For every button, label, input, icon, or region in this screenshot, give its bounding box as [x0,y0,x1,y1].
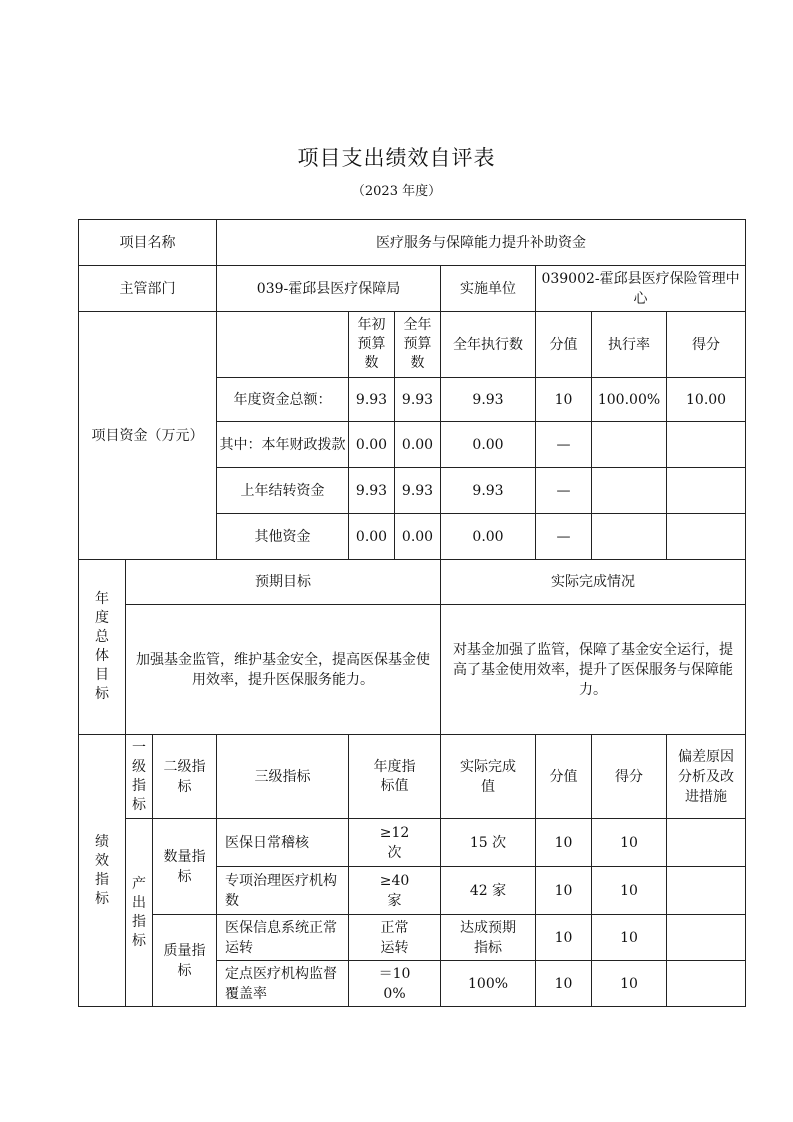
indicator-actual: 42 家 [441,867,536,915]
funds-row-score-value: 10 [536,378,592,422]
indicator-score: 10 [592,867,667,915]
indicator-name: 医保日常稽核 [217,819,349,867]
actual-completion-text: 对基金加强了监管，保障了基金安全运行，提高了基金使用效率，提升了医保服务与保障能力。 [441,605,746,735]
indicator-target: ≥40家 [349,867,441,915]
funds-row-initial: 9.93 [349,378,395,422]
funds-row-score [667,422,746,468]
col-score: 得分 [667,312,746,378]
group-quantity-indicator: 数量指标 [153,819,217,915]
funds-header-blank [217,312,349,378]
funds-row-executed: 9.93 [441,378,536,422]
expected-goal-text: 加强基金监管，维护基金安全，提高医保基金使用效率，提升医保服务能力。 [126,605,441,735]
indicator-actual: 100% [441,961,536,1007]
indicator-score: 10 [592,819,667,867]
funds-row-score [667,514,746,560]
expected-goal-label: 预期目标 [126,560,441,605]
indicator-name: 医保信息系统正常运转 [217,915,349,961]
funds-row-label: 上年结转资金 [217,468,349,514]
indicator-name: 定点医疗机构监督覆盖率 [217,961,349,1007]
funds-row-label: 年度资金总额： [217,378,349,422]
funds-row-score-value: — [536,468,592,514]
funds-row-annual: 0.00 [395,422,441,468]
funds-row-score-value: — [536,422,592,468]
funds-row-executed: 0.00 [441,422,536,468]
funds-row-rate [592,468,667,514]
indicator-score-value: 10 [536,867,592,915]
funds-row-label: 其中：本年财政拨款 [217,422,349,468]
col-annual-executed: 全年执行数 [441,312,536,378]
indicator-target: ＝100% [349,961,441,1007]
funds-row-annual: 9.93 [395,468,441,514]
page-title: 项目支出绩效自评表 [297,146,496,170]
funds-row-score [667,468,746,514]
page-subtitle: （2023 年度） [351,184,442,199]
indicator-score-value: 10 [536,961,592,1007]
col-actual-value: 实际完成值 [441,735,536,819]
dept-value: 039-霍邱县医疗保障局 [217,266,441,312]
funds-row-executed: 0.00 [441,514,536,560]
col-score-value: 分值 [536,312,592,378]
indicator-score: 10 [592,961,667,1007]
indicator-deviation [667,915,746,961]
col-level3-indicator: 三级指标 [217,735,349,819]
indicator-score-value: 10 [536,819,592,867]
project-name-value: 医疗服务与保障能力提升补助资金 [217,220,746,266]
funds-label: 项目资金（万元） [79,312,217,560]
funds-row-executed: 9.93 [441,468,536,514]
annual-goals-label: 年度总体目标 [79,560,126,735]
funds-row-rate [592,514,667,560]
indicator-deviation [667,867,746,915]
impl-label: 实施单位 [441,266,536,312]
indicator-actual: 达成预期指标 [441,915,536,961]
col-indicator-score: 得分 [592,735,667,819]
funds-row-annual: 9.93 [395,378,441,422]
performance-indicators-label: 绩效指标 [79,735,126,1007]
col-indicator-score-value: 分值 [536,735,592,819]
indicator-deviation [667,819,746,867]
col-deviation-analysis: 偏差原因分析及改进措施 [667,735,746,819]
funds-row-rate: 100.00% [592,378,667,422]
indicator-target: 正常运转 [349,915,441,961]
col-initial-budget: 年初预算数 [349,312,395,378]
impl-value: 039002-霍邱县医疗保险管理中心 [536,266,746,312]
col-annual-target: 年度指标值 [349,735,441,819]
indicator-row [79,819,746,867]
col-level2-indicator: 二级指标 [153,735,217,819]
indicator-name: 专项治理医疗机构数 [217,867,349,915]
col-execution-rate: 执行率 [592,312,667,378]
funds-row-rate [592,422,667,468]
funds-row-annual: 0.00 [395,514,441,560]
col-level1-indicator: 一级指标 [126,735,153,819]
indicator-row [79,915,746,961]
funds-row-initial: 9.93 [349,468,395,514]
self-evaluation-table [78,219,746,1007]
funds-row-initial: 0.00 [349,514,395,560]
indicator-score: 10 [592,915,667,961]
level1-output-indicator: 产出指标 [126,819,153,1007]
group-quality-indicator: 质量指标 [153,915,217,1007]
project-name-label: 项目名称 [79,220,217,266]
indicator-actual: 15 次 [441,819,536,867]
actual-completion-label: 实际完成情况 [441,560,746,605]
funds-row-label: 其他资金 [217,514,349,560]
indicator-score-value: 10 [536,915,592,961]
dept-label: 主管部门 [79,266,217,312]
funds-row-score: 10.00 [667,378,746,422]
col-annual-budget: 全年预算数 [395,312,441,378]
indicator-target: ≥12次 [349,819,441,867]
funds-row-score-value: — [536,514,592,560]
funds-row-initial: 0.00 [349,422,395,468]
indicator-deviation [667,961,746,1007]
